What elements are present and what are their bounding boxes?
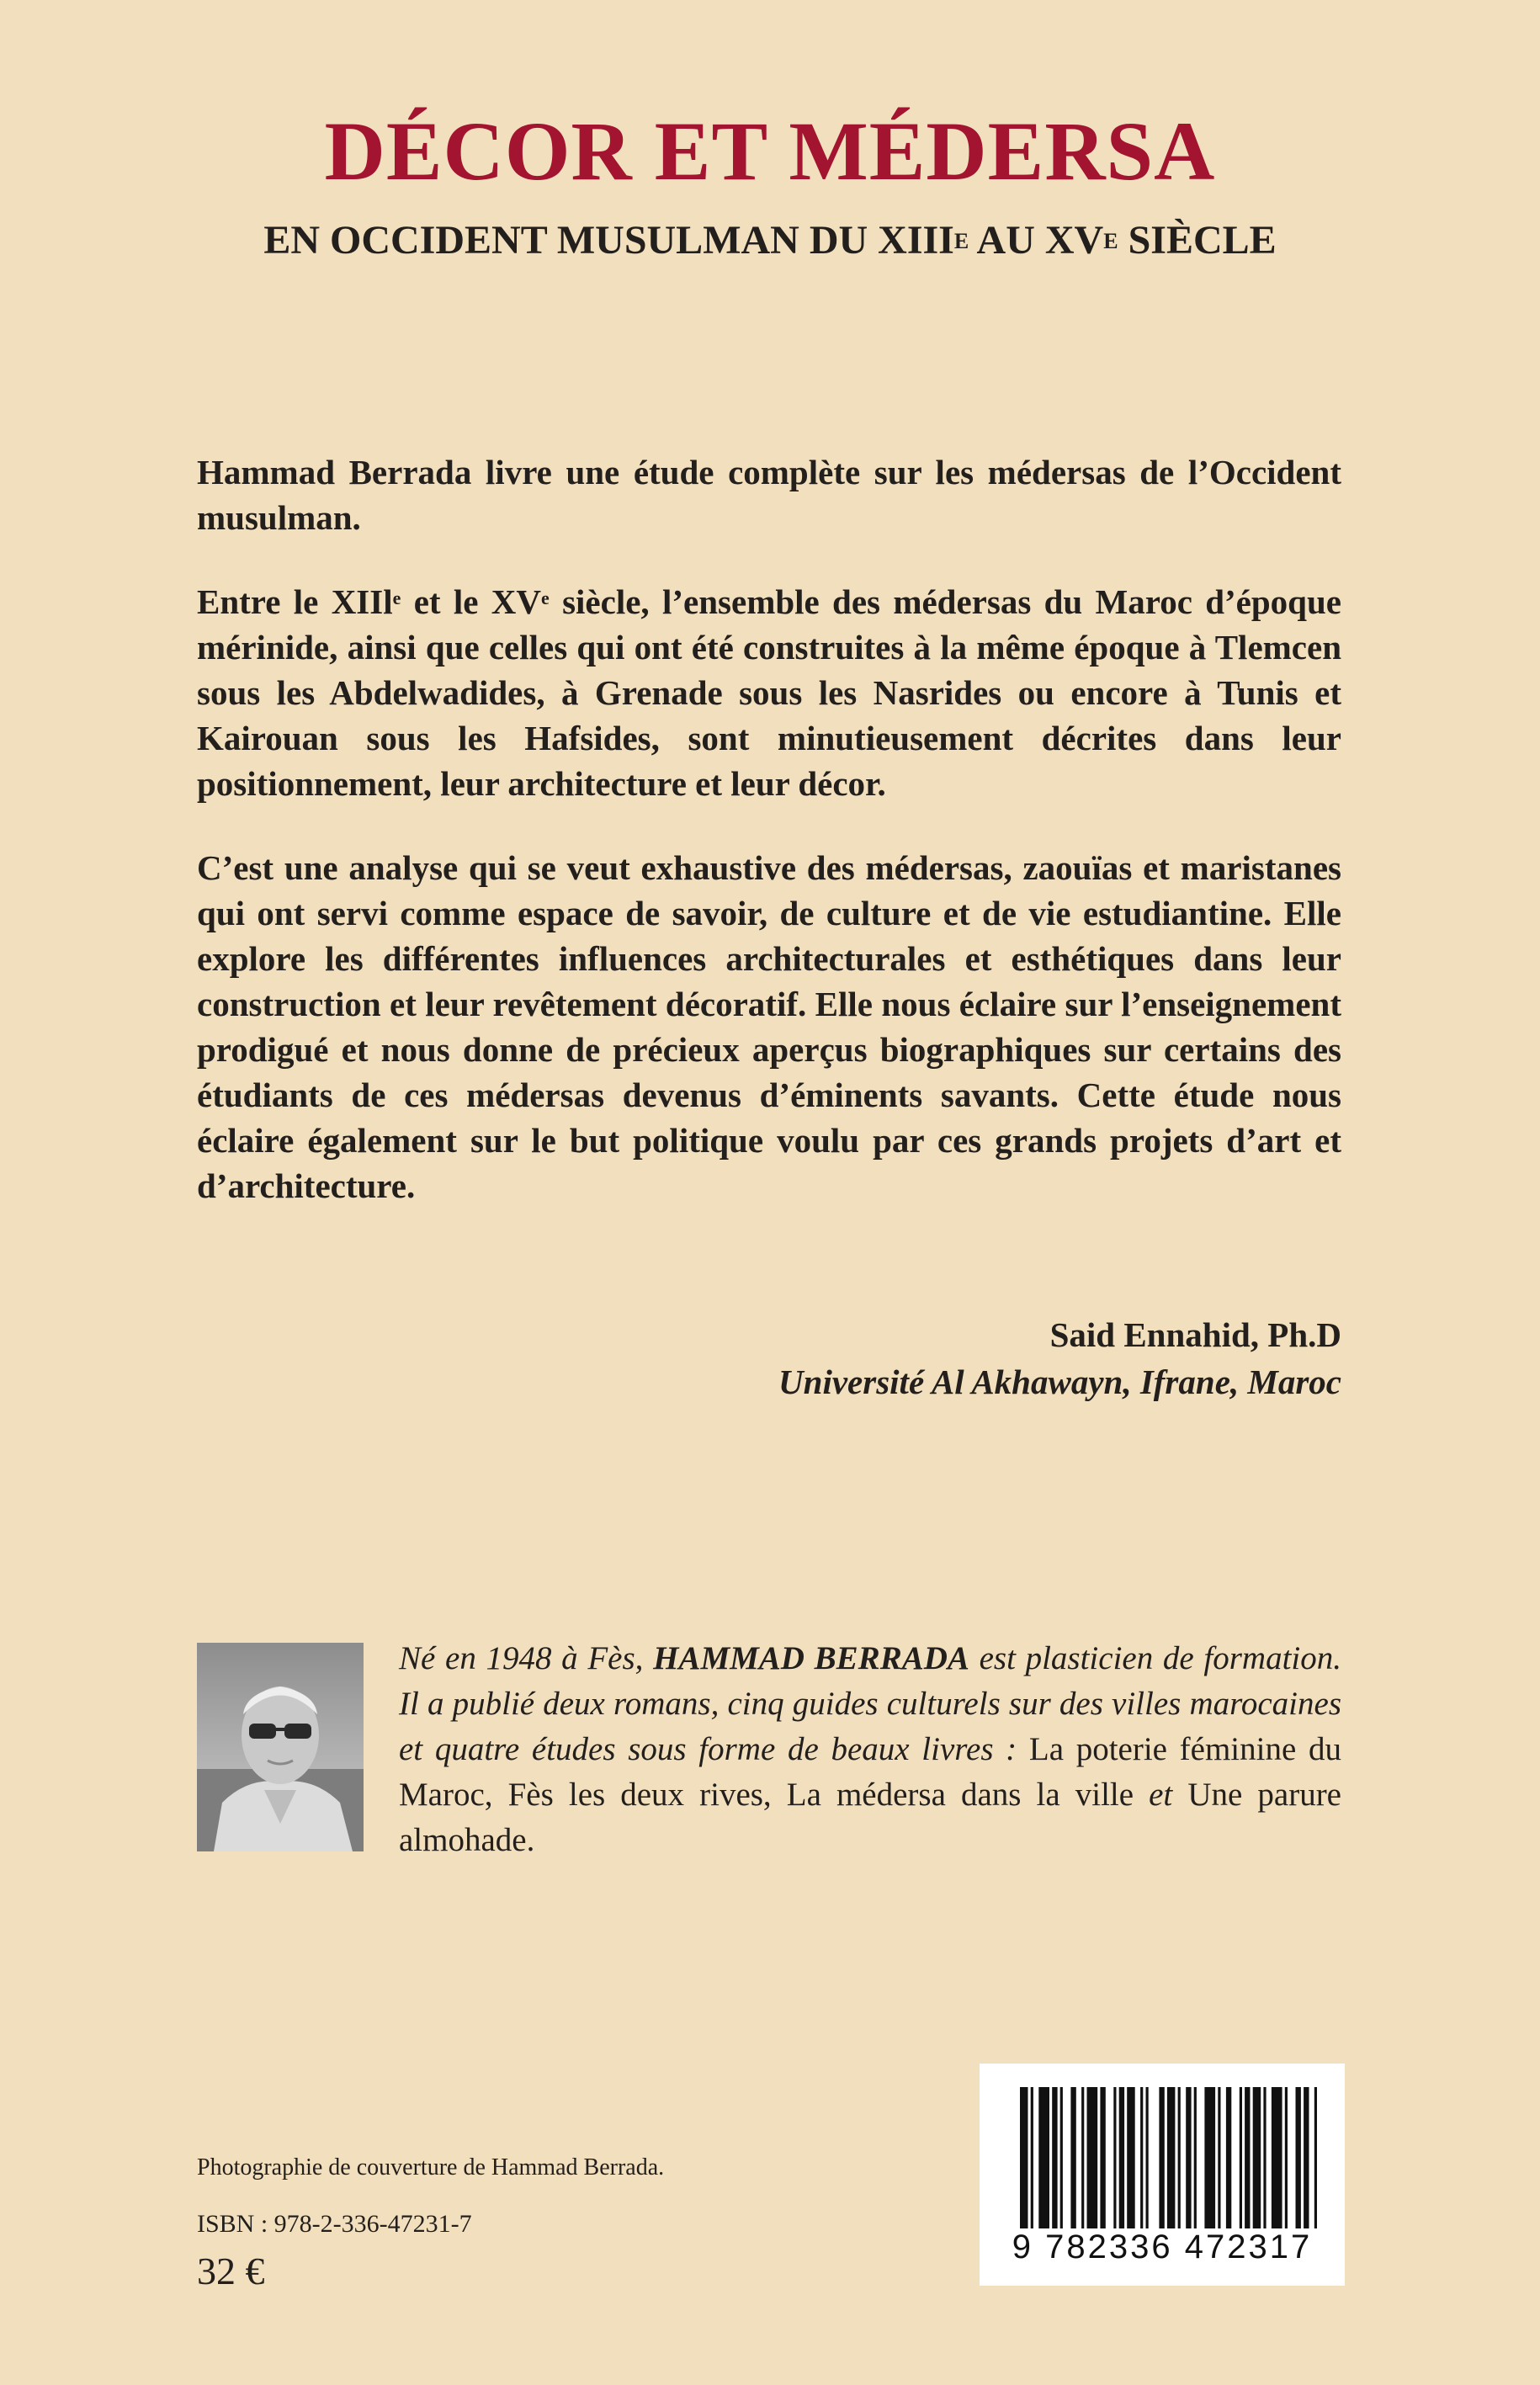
blurb-paragraph-3: C’est une analyse qui se veut exhaustive des médersas, zaouïas et maristanes qui ont servi comme espace de savoir, de culture et de vie estudiantine. Elle explore les différentes influences architecturales et esthétiques dans leur construction et leur revêtement décoratif. Elle nous éclaire sur l’enseignement prodigué et nous donne de précieux aperçus biographiques sur certains des étudiants de ces médersas devenus d’éminents savants. Cette étude nous éclaire également sur le but politique voulu par ces grands projets d’art et d’architecture. bbox=[197, 848, 1341, 1205]
isbn: ISBN : 978-2-336-47231-7 bbox=[197, 2210, 472, 2238]
barcode-bar bbox=[1081, 2087, 1084, 2228]
barcode-bar bbox=[1226, 2087, 1231, 2228]
photo-credit: Photographie de couverture de Hammad Berrada. bbox=[197, 2154, 665, 2180]
barcode-bar bbox=[1087, 2087, 1098, 2228]
barcode-bar bbox=[1218, 2087, 1220, 2228]
barcode-bar bbox=[1314, 2087, 1317, 2228]
blurb-paragraph-1: Hammad Berrada livre une étude complète sur les médersas de l’Occident musulman. bbox=[197, 453, 1341, 537]
barcode-bar bbox=[1240, 2087, 1242, 2228]
barcode-bar bbox=[1060, 2087, 1063, 2228]
barcode bbox=[980, 2064, 1345, 2286]
author-portrait-icon bbox=[197, 1643, 364, 1851]
bio-text: est plasticien de formation. Il a publié deux romans, cinq guides culturels sur des villes marocaines et quatre études sous forme de beaux livres : bbox=[399, 1640, 1341, 1767]
blurb-paragraph-2 bbox=[197, 579, 1341, 806]
signature-name: Said Ennahid, Ph.D bbox=[1049, 1315, 1341, 1354]
bio-conjunction: et bbox=[1149, 1777, 1173, 1813]
barcode-number: 9 782336 472317 bbox=[1012, 2228, 1313, 2265]
barcode-bar bbox=[1140, 2087, 1143, 2228]
blurb-superscript: e bbox=[541, 587, 550, 608]
signature-affiliation: Université Al Akhawayn, Ifrane, Maroc bbox=[778, 1362, 1341, 1401]
barcode-bar bbox=[1167, 2087, 1176, 2228]
barcode-bar bbox=[1127, 2087, 1135, 2228]
bio-text: Né en 1948 à Fès, bbox=[399, 1640, 654, 1676]
barcode-bar bbox=[1285, 2087, 1288, 2228]
barcode-bar bbox=[1070, 2087, 1075, 2228]
barcode-bar bbox=[1113, 2087, 1116, 2228]
bio-books: La poterie féminine du Maroc, Fès les deux rives, La médersa dans la ville bbox=[399, 1731, 1341, 1813]
blurb-text: et le XV bbox=[401, 582, 541, 621]
barcode-bar bbox=[1146, 2087, 1149, 2228]
author-bio bbox=[399, 1636, 1341, 1863]
barcode-bar bbox=[1119, 2087, 1124, 2228]
subtitle-part: AU XV bbox=[969, 218, 1104, 263]
blurb-text: Entre le XIIl bbox=[197, 582, 393, 621]
barcode-bar bbox=[1245, 2087, 1250, 2228]
barcode-bar bbox=[1253, 2087, 1261, 2228]
barcode-bar bbox=[1194, 2087, 1197, 2228]
barcode-bar bbox=[1296, 2087, 1301, 2228]
blurb-text: siècle, l’ensemble des médersas du Maroc d’époque mérinide, ainsi que celles qui ont été construites à la même époque à Tlemcen sous les Abdelwadides, à Grenade sous les Nasrides ou encore à Tunis et Kairouan sous les Hafsides, sont minutieusement décrites dans leur positionnement, leur architecture et leur décor. bbox=[197, 582, 1341, 803]
book-title: DÉCOR ET MÉDERSA bbox=[324, 104, 1216, 198]
barcode-bar bbox=[1263, 2087, 1266, 2228]
barcode-bar bbox=[1052, 2087, 1057, 2228]
back-cover-blurb bbox=[197, 449, 1341, 1247]
barcode-bar bbox=[1038, 2087, 1049, 2228]
subtitle-part: EN OCCIDENT MUSULMAN DU XIII bbox=[263, 218, 954, 263]
barcode-bar bbox=[1304, 2087, 1309, 2228]
barcode-bar bbox=[1178, 2087, 1181, 2228]
subtitle-superscript: E bbox=[953, 229, 969, 253]
barcode-bar bbox=[1031, 2087, 1033, 2228]
bio-books: Une parure almohade. bbox=[399, 1777, 1341, 1858]
barcode-bars-icon bbox=[980, 2064, 1345, 2232]
subtitle-part: SIÈCLE bbox=[1118, 218, 1277, 263]
barcode-bar bbox=[1186, 2087, 1191, 2228]
barcode-bar bbox=[1159, 2087, 1164, 2228]
subtitle-superscript: E bbox=[1103, 229, 1118, 253]
blurb-signature bbox=[778, 1311, 1341, 1405]
bio-author-name: HAMMAD BERRADA bbox=[653, 1640, 969, 1676]
blurb-superscript: e bbox=[392, 587, 401, 608]
price: 32 € bbox=[197, 2250, 265, 2292]
book-subtitle bbox=[0, 220, 1540, 261]
author-photo bbox=[197, 1643, 364, 1851]
barcode-bar bbox=[1020, 2087, 1028, 2228]
barcode-bar bbox=[1272, 2087, 1282, 2228]
barcode-bar bbox=[1100, 2087, 1105, 2228]
barcode-bar bbox=[1204, 2087, 1215, 2228]
